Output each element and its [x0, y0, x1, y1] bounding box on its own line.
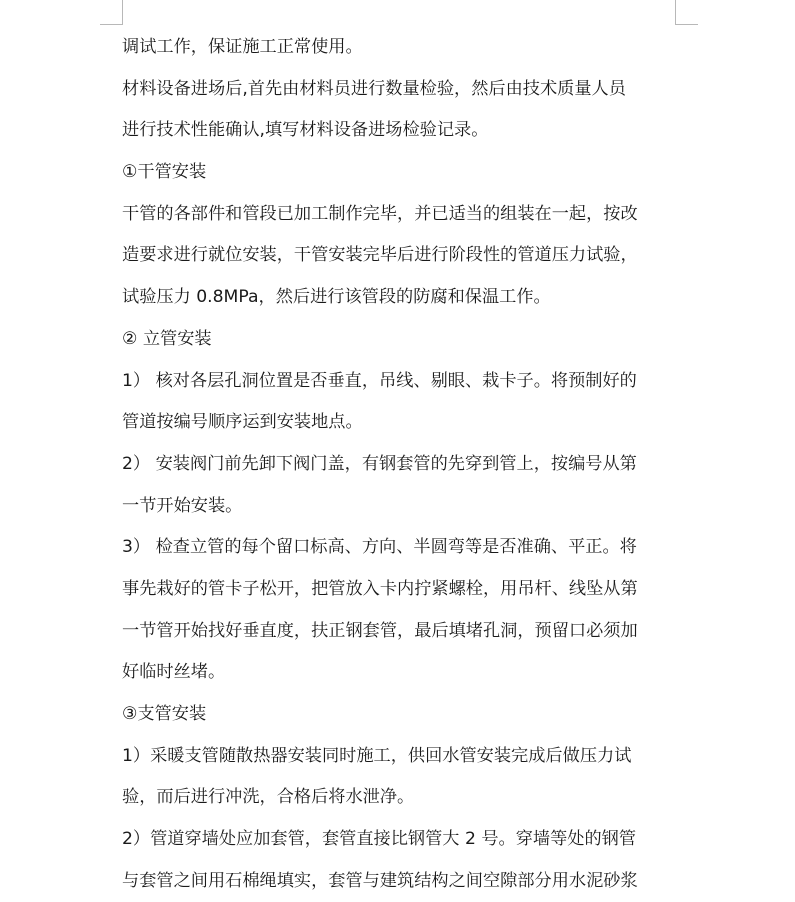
- paragraph-line: 造要求进行就位安装，干管安装完毕后进行阶段性的管道压力试验，: [122, 245, 638, 266]
- paragraph-line: 管道按编号顺序运到安装地点。: [122, 412, 363, 433]
- section-heading: ①干管安装: [122, 162, 207, 183]
- paragraph-line: 材料设备进场后,首先由材料员进行数量检验，然后由技术质量人员: [122, 78, 626, 99]
- paragraph-line: 事先栽好的管卡子松开，把管放入卡内拧紧螺栓，用吊杆、线坠从第: [122, 578, 638, 599]
- paragraph-line: 3） 检查立管的每个留口标高、方向、半圆弯等是否准确、平正。将: [122, 537, 637, 558]
- section-heading: ③支管安装: [122, 704, 207, 724]
- margin-corner-mark-left: [100, 0, 123, 25]
- paragraph-line: 干管的各部件和管段已加工制作完毕，并已适当的组装在一起，按改: [122, 203, 638, 224]
- paragraph-line: 1）采暖支管随散热器安装同时施工，供回水管安装完成后做压力试: [122, 745, 632, 766]
- paragraph-line: 与套管之间用石棉绳填实，套管与建筑结构之间空隙部分用水泥砂浆: [122, 870, 638, 891]
- paragraph-line: 2） 安装阀门前先卸下阀门盖，有钢套管的先穿到管上，按编号从第: [122, 453, 637, 474]
- margin-corner-mark-right: [675, 0, 698, 25]
- paragraph-line: 一节开始安装。: [122, 495, 243, 516]
- paragraph-line: 调试工作，保证施工正常使用。: [122, 37, 363, 57]
- paragraph-line: 好临时丝堵。: [122, 662, 226, 683]
- paragraph-line: 2）管道穿墙处应加套管，套管直接比钢管大 2 号。穿墙等处的钢管: [122, 829, 637, 850]
- paragraph-line: 验，而后进行冲洗，合格后将水泄净。: [122, 787, 415, 808]
- paragraph-line: 1） 核对各层孔洞位置是否垂直，吊线、剔眼、栽卡子。将预制好的: [122, 370, 637, 391]
- document-body: [122, 27, 682, 902]
- paragraph-line: 一节管开始找好垂直度，扶正钢套管，最后填堵孔洞，预留口必须加: [122, 620, 638, 641]
- paragraph-line: 试验压力 0.8MPa，然后进行该管段的防腐和保温工作。: [122, 287, 551, 308]
- section-heading: ② 立管安装: [122, 328, 212, 349]
- paragraph-line: 进行技术性能确认,填写材料设备进场检验记录。: [122, 120, 489, 141]
